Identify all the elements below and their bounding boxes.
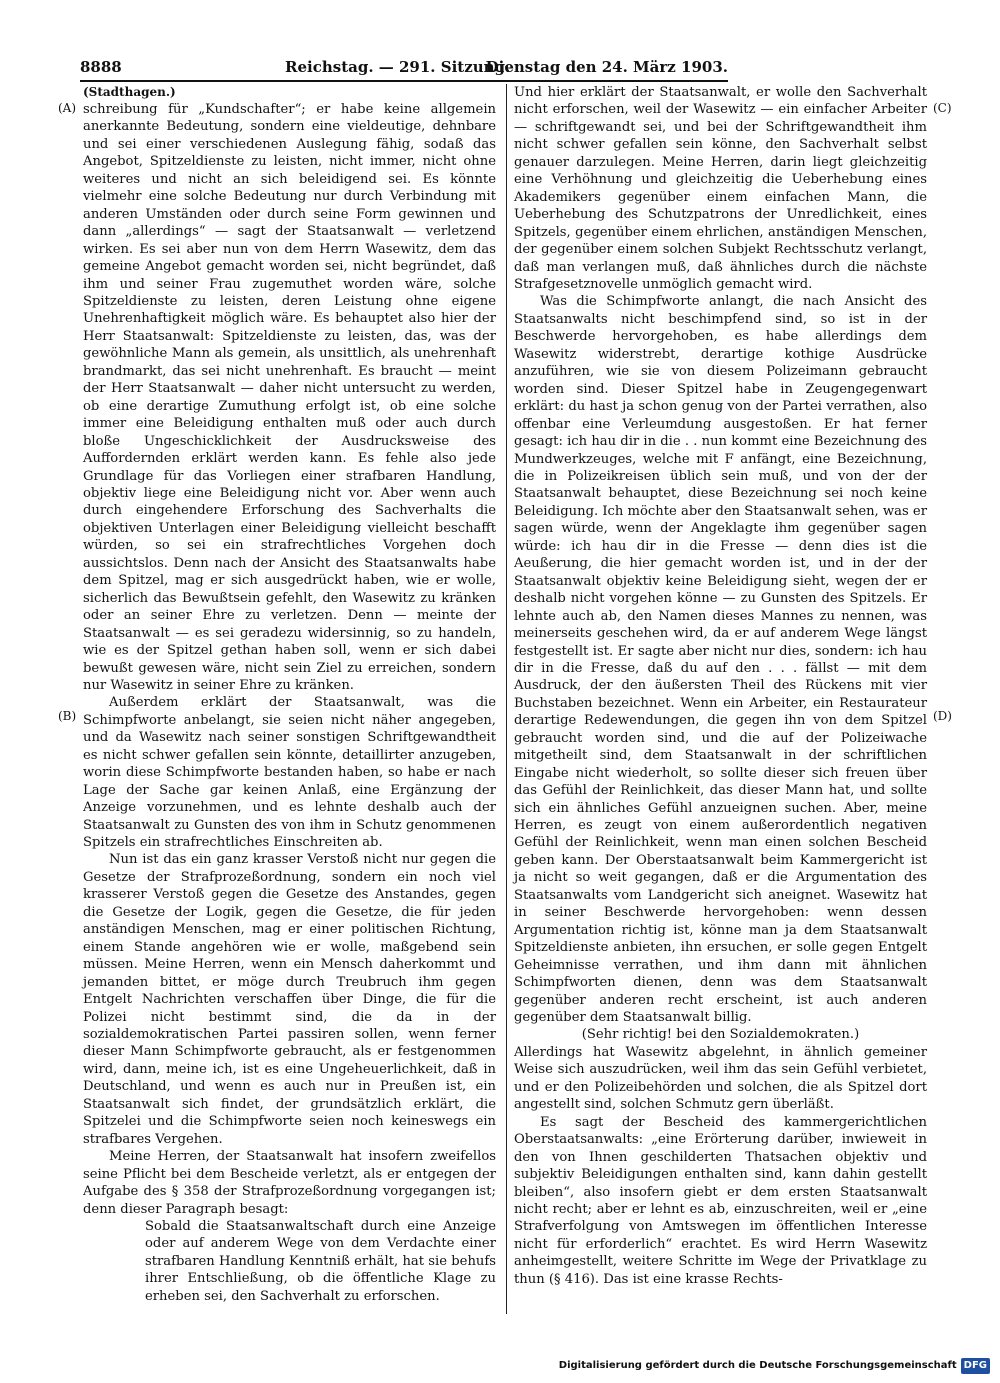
quoted-paragraph: Sobald die Staatsanwaltschaft durch eine Anzeige oder auf anderem Wege von dem Verdachte einer strafbaren Handlung Kenntniß erhält, hat sie behufs ihrer Entschließung, ob die öffentliche Klage zu erheben sei, den Sachverhalt zu erforschen. (145, 1219, 496, 1304)
footer (559, 1356, 990, 1376)
session-title: Reichstag. — 291. Sitzung. (285, 58, 511, 76)
paragraph: Und hier erklärt der Staatsanwalt, er wolle den Sachverhalt nicht erforschen, weil der Wasewitz — ein einfacher Arbeiter — schriftgewandt sei, und bei der Schriftgewandtheit ihm nicht schwer gefallen sein könne, den Sachverhalt selbst genauer darzulegen. Meine Herren, darin liegt gleichzeitig eine Verhöhnung und gleichzeitig die Ueberhebung eines Akademikers gegenüber einem einfachen Mann, die Ueberhebung des Schutzpatrons der Unredlichkeit, eines Spitzels, gegenüber einem ehrlichen, anständigen Menschen, der gegenüber einem solchen Subjekt Rechtsschutz verlangt, daß man verlangen muß, daß ähnliches durch die nächste Strafgesetznovelle unmöglich gemacht wird. (514, 85, 927, 292)
paragraph: Was die Schimpfworte anlangt, die nach Ansicht des Staatsanwalts nicht beschimpfend sind, so ist in der Beschwerde hervorgehoben, es habe allerdings dem Wasewitz widerstrebt, derartige kothige Ausdrücke anzuführen, wie sie von diesem Polizeimann gebraucht worden sind. Dieser Spitzel habe in Zeugengegenwart erklärt: du hast ja schon genug von der Partei verrathen, also offenbar eine Verleumdung ausgestoßen. Er hat ferner gesagt: ich hau dir in die . . nun kommt eine Bezeichnung des Mundwerkzeuges, welche mit F anfängt, eine Bezeichnung, die in Polizeikreisen üblich sein muß, und von der der Staatsanwalt behauptet, diese Bezeichnung sei noch keine Beleidigung. Ich möchte aber den Staatsanwalt sehen, was er sagen würde, wenn der Angeklagte ihm gegenüber sagen würde: ich hau dir in die Fresse — denn dies ist die Aeußerung, die hier gemacht worden ist, und in der der Staatsanwalt objektiv keine Beleidigung sieht, wegen der er deshalb nicht vorgehen könne — zu Gunsten des Spitzels. Er lehnte auch ab, den Namen dieses Mannes zu nennen, was meinerseits geschehen wird, da er auf anderem Wege längst festgestellt ist. Er sagte aber nicht nur dies, sondern: ich hau dir in die Fresse, daß du auf den . . . fällst — mit dem Ausdruck, der den äußersten Theil des Rückens mit vier Buchstaben bezeichnet. Wenn ein Arbeiter, ein Restaurateur derartige Redewendungen, die gegen ihn von dem Spitzel gebraucht worden sind, und die auf der Polizeiwache mitgetheilt sind, dem Staatsanwalt in der schriftlichen Eingabe nicht wiederholt, so sollte dieser sich freuen über das Gefühl der Reinlichkeit, das dieser Mann hat, und sollte sich ein ähnliches Gefühl anzueignen suchen. Aber, meine Herren, es zeugt von einem außerordentlich negativen Gefühl der Reinlichkeit, wenn man einen solchen Bescheid geben kann. Der Oberstaatsanwalt beim Kammergericht ist ja nicht so weit gegangen, daß er die Argumentation des Staatsanwalts vom Landgericht sich aneignet. Wasewitz hat in seiner Beschwerde hervorgehoben: wenn dessen Argumentation richtig ist, könne man ja dem Staatsanwalt Spitzeldienste anbieten, ihn ersuchen, er solle gegen Entgelt Geheimnisse verrathen, und ihm dann mit ähnlichen Schimpfworten dienen, denn was dem Staatsanwalt gegenüber anderen recht erscheint, ist auch anderen gegenüber dem Staatsanwalt billig. (514, 294, 927, 1026)
left-column (83, 101, 496, 1305)
column-divider (506, 84, 507, 1314)
margin-marker-d: (D) (933, 709, 952, 723)
paragraph: Es sagt der Bescheid des kammergerichtlichen Oberstaatsanwalts: „eine Erörterung darüber, inwieweit in den von Ihnen geschilderten Thatsachen objektiv und subjektiv Beleidigungen enthalten sind, kann dahin gestellt bleiben“, also insofern giebt er dem ersten Staatsanwalt nicht recht; aber er lehnt es ab, einzuschreiten, weil er „eine Strafverfolgung von Amtswegen im öffentlichen Interesse nicht für erforderlich“ erachtet. Es wird Herrn Wasewitz anheimgestellt, weitere Schritte im Wege der Privatklage zu thun (§ 416). Das ist eine krasse Rechts- (514, 1114, 927, 1287)
speaker-name: (Stadthagen.) (83, 85, 176, 99)
margin-marker-a: (A) (58, 101, 77, 115)
dfg-logo: DFG (961, 1358, 990, 1374)
page-header (80, 56, 728, 78)
footer-credit: Digitalisierung gefördert durch die Deutsche Forschungsgemeinschaft (558, 1360, 957, 1371)
right-column (514, 84, 927, 1288)
paragraph: Allerdings hat Wasewitz abgelehnt, in ähnlich gemeiner Weise sich auszudrücken, weil ihm das sein Gefühl verbietet, und er den Polizeibehörden und solchen, die als Spitzel dort angestellt sind, solchen Schmutz gern überläßt. (514, 1044, 927, 1113)
session-date: Dienstag den 24. März 1903. (485, 58, 728, 76)
paragraph: Nun ist das ein ganz krasser Verstoß nicht nur gegen die Gesetze der Strafprozeßordnung, sondern ein noch viel krasserer Verstoß gegen die Gesetze des Anstandes, gegen die Gesetze der Logik, gegen die Gesetze, die für jeden anständigen Menschen, mag er einer politischen Richtung, einem Stande angehören wie er wolle, maßgebend sein müssen. Meine Herren, wenn ein Mensch daherkommt und jemanden bittet, er möge durch Treubruch ihm gegen Entgelt Nachrichten verschaffen über Dinge, die für die Polizei nicht bestimmt sind, die da in der sozialdemokratischen Partei passiren sollen, wenn ferner dieser Mann Schimpfworte gebraucht, als er festgenommen wird, dann, meine ich, ist es eine Ungeheuerlichkeit, daß in Deutschland, und wenn es auch nur in Preußen ist, ein Staatsanwalt sich findet, der grundsätzlich erklärt, die Spitzelei und die Schimpfworte seien noch keineswegs ein strafbares Vergehen. (83, 852, 496, 1147)
header-rule (80, 80, 728, 82)
margin-marker-b: (B) (58, 709, 77, 723)
interjection: (Sehr richtig! bei den Sozialdemokraten.) (581, 1027, 860, 1043)
margin-marker-c: (C) (933, 101, 952, 115)
paragraph: schreibung für „Kundschafter“; er habe keine allgemein anerkannte Bedeutung, sondern eine vieldeutige, dehnbare und sei einer verschiedenen Auslegung fähig, sodaß das Angebot, Spitzeldienste zu leisten, nicht immer, nicht ohne weiteres und nicht an sich beleidigend sei. Es könnte vielmehr eine solche Bedeutung nur durch Verbindung mit anderen Umständen oder durch seine Form gewinnen und dann „allerdings“ — sagt der Staatsanwalt — verletzend wirken. Es sei aber nun von dem Herrn Wasewitz, dem das gemeine Angebot gemacht worden sei, nicht begründet, daß ihm und seiner Frau zugemuthet worden wäre, solche Spitzeldienste zu leisten, deren Leistung ohne eigene Unehrenhaftigkeit möglich wäre. Es behauptet also hier der Herr Staatsanwalt: Spitzeldienste zu leisten, das, was der gewöhnliche Mann als gemein, als unsittlich, als unehrenhaft brandmarkt, das sei nicht unehrenhaft. Es braucht — meint der Herr Staatsanwalt — daher nicht untersucht zu werden, ob eine derartige Zumuthung erfolgt ist, ob eine solche immer eine Beleidigung enthalten muß oder auch durch bloße Ungeschicklichkeit der Ausdrucksweise des Auffordernden erklärt werden kann. Es fehle also jede Grundlage für das Vorliegen einer strafbaren Handlung, objektiv liege eine Beleidigung nicht vor. Aber wenn auch durch eingehendere Erforschung des Sachverhalts die objektiven Unterlagen einer Beleidigung vielleicht beschafft würden, so sei ein strafrechtliches Vorgehen doch aussichtslos. Denn nach der Ansicht des Staatsanwalts habe dem Spitzel, mag er sich ausgedrückt haben, wie er wolle, sicherlich das Bewußtsein gefehlt, den Wasewitz zu kränken oder an seiner Ehre zu verletzen. Denn — meinte der Staatsanwalt — es sei geradezu widersinnig, so zu handeln, wie es der Spitzel gethan haben soll, wenn er sich dabei bewußt gewesen wäre, nicht sein Ziel zu erreichen, sondern nur Wasewitz in seiner Ehre zu kränken. (83, 102, 496, 693)
paragraph: Außerdem erklärt der Staatsanwalt, was die Schimpfworte anbelangt, sie seien nicht näher angegeben, und da Wasewitz nach seiner sonstigen Schriftgewandtheit es nicht schwer gefallen sein könnte, detaillirter anzugeben, worin diese Schimpfworte bestanden haben, so habe er nach Lage der Sache gar keinen Anlaß, eine Ergänzung der Anzeige vorzunehmen, und es lehnte deshalb auch der Staatsanwalt zu Gunsten des von ihm in Schutz genommenen Spitzels ein strafrechtliches Einschreiten ab. (83, 695, 496, 851)
page-number: 8888 (80, 58, 122, 76)
paragraph: Meine Herren, der Staatsanwalt hat insofern zweifellos seine Pflicht bei dem Bescheide verletzt, als er entgegen der Aufgabe des § 358 der Strafprozeßordnung vorgegangen ist; denn dieser Paragraph besagt: (83, 1149, 496, 1217)
